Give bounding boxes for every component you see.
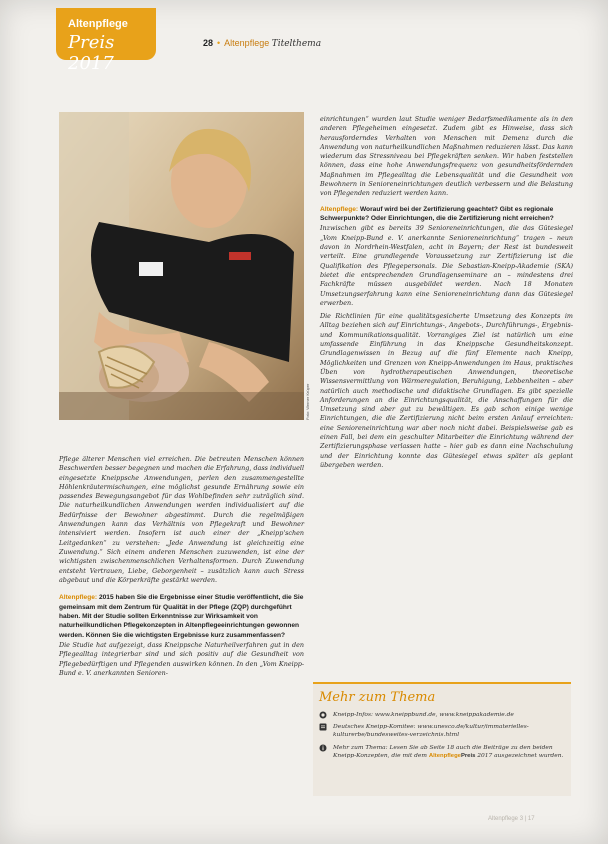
answer-paragraph: Die Studie hat aufgezeigt, dass Kneippsche Naturheilverfahren gut in den Pflegealltag integrierbar sind und sich positiv auf die Gesundheit von Pflegebedürftigen und Pflegenden auswirken können. In den „Vom Kneipp-Bund e. V. anerkannten Senioren- bbox=[59, 641, 304, 678]
document-icon bbox=[319, 723, 327, 731]
altenpflege-brand: Altenpflege bbox=[428, 752, 461, 759]
more-text: Mehr zum Thema: Lesen Sie ab Seite 18 auch die Beiträge zu den beiden Kneipp-Konzepten, die mit dem bbox=[333, 744, 553, 759]
left-column bbox=[59, 455, 304, 682]
question-tag: Altenpflege: bbox=[59, 594, 98, 602]
section-name: Titelthema bbox=[271, 39, 322, 49]
unesco-link[interactable]: Deutsches Kneipp-Komitee: www.unesco.de/kultur/immaterielles-kulturerbe/bundesweites-verzeichnis.html bbox=[333, 724, 529, 739]
photo-credit: Foto: Werner Krüper bbox=[305, 383, 310, 420]
badge-brand: Altenpflege bbox=[68, 18, 128, 30]
question-2015-study bbox=[59, 593, 304, 640]
altenpflege-preis-badge bbox=[56, 8, 156, 74]
certification-paragraph: Inzwischen gibt es bereits 39 Senioreneinrichtungen, die das Gütesiegel „Vom Kneipp-Bund e. V. anerkannte Senioreneinrichtung“ tragen – neun davon in Nordrhein-Westfalen, acht in Bayern; der Rest ist bundesweit verteilt. Eine grundlegende Voraussetzung zur Zertifizierung ist die Qualifikation des Pflegepersonals. Die Sebastian-Kneipp-Akademie (SKA) bietet die entsprechenden Grundlagenseminare an – mindestens drei Fachkräfte müssen ausgebildet werden. Nach 18 Monaten Umsetzungserfahrung kann eine Senioreneinrichtung dann das Gütesiegel erwerben. bbox=[320, 224, 573, 307]
more-text-end: 2017 ausgezeichnet wurden. bbox=[475, 752, 564, 759]
page-footer: Altenpflege 3 | 17 bbox=[488, 816, 535, 822]
question-text: 2015 haben Sie die Ergebnisse einer Studie veröffentlicht, die Sie gemeinsam mit dem Zentrum für Qualität in der Pflege (ZQP) durchgeführt haben. Mit der Studie sollten Erkenntnisse zur Wirksamkeit von naturheilkundlichen Pflegekonzepten in Altenpflegeeinrichtungen gewonnen werden. Können Sie die wichtigsten Ergebnisse kurz zusammenfassen? bbox=[59, 594, 304, 639]
question-certification bbox=[320, 205, 573, 224]
more-on-topic-box bbox=[313, 682, 571, 796]
kneipp-links[interactable]: Kneipp-Infos: www.kneippbund.de, www.kneippakademie.de bbox=[333, 712, 514, 718]
caregiver-photo bbox=[59, 112, 304, 420]
photo-illustration bbox=[59, 112, 304, 420]
question-tag: Altenpflege: bbox=[320, 205, 359, 213]
question-text: Worauf wird bei der Zertifizierung geachtet? Gibt es regionale Schwerpunkte? Oder Einrichtungen, die die Zertifizierung nicht erreichen? bbox=[320, 205, 554, 223]
page-header bbox=[203, 38, 321, 49]
page-number: 28 bbox=[203, 38, 214, 48]
box-item-more bbox=[319, 744, 565, 760]
intro-paragraph: Pflege älterer Menschen viel erreichen. Die betreuten Menschen können Beschwerden besser begegnen und machen die Erfahrung, dass individuell eingesetzte Kneippsche Anwendungen, perlen den zusammengestellte Höhlenkräutermischungen, eine möglichst gesunde Ernährung sowie ein passendes Bewegungsangebot für das Wohlbefinden sehr zuträglich sind. Die naturheilkundlichen Anwendungen werden individualisiert auf die Bedürfnisse der Bewohner abgestimmt. Durch die regelmäßigen Anwendungen kann das Verhältnis von Pflegekraft und Bewohner intensiviert werden. Insofern ist auch einer der „Kneipp'schen Leitgedanken“ zu verstehen: „Jede Anwendung ist gleichzeitig eine Zuwendung.“ Sich einem anderen Menschen zuzuwenden, ist eine der wichtigsten zwischenmenschlichen Verhaltensformen. Durch Zuwendung entsteht Vertrauen, Liebe, Geborgenheit – zusätzlich kann auch Stress abgebaut und die Körperkräfte gestärkt werden. bbox=[59, 455, 304, 584]
box-title: Mehr zum Thema bbox=[319, 690, 436, 705]
box-item-unesco bbox=[319, 723, 565, 739]
continuation-paragraph: einrichtungen“ wurden laut Studie weniger Bedarfsmedikamente als in den anderen Pflegeheimen eingesetzt. Zudem gibt es Hinweise, dass sich herausforderndes Verhalten von Menschen mit Demenz durch die Anwendung von naturheilkundlichen Maßnahmen reduzieren lässt. Das kann wiederum das Stressniveau bei Pflegekräften senken. Wir haben feststellen können, dass eine hohe Anwendungsfrequenz von gesundheitsfördernden Maßnahmen im Pflegealltag die Lebensqualität und die Gesundheit von Bewohnern in Senioreneinrichtungen deutlich verbessern und die Belastung von Pflegenden reduziert werden kann. bbox=[320, 115, 573, 198]
guidelines-paragraph: Die Richtlinien für eine qualitätsgesicherte Umsetzung des Konzepts im Alltag beziehen sich auf Einrichtungs-, Angebots-, Durchführungs-, Ergebnis- und Kommunikationsqualität. Vorrangiges Ziel ist natürlich um eine umfassende Einführung in das Kneippsche Gesundheitskonzept. Grundlagenwissen in Bezug auf die fünf Elemente nach Kneipp, Möglichkeiten und Grenzen von Kneipp-Anwendungen im Haus, praktisches Üben von hydrotherapeutischen Anwendungen, theoretische Wissensvermittlung von Wärmeregulation, Beruhigung, Lebbenheiten – aber natürlich auch methodische und didaktische Grundlagen. Es gibt spezielle Anforderungen an die Einrichtungsqualität, die Anschaffungen für die Umsetzung sind aber gut zu bewältigen. Es gab schon einige wenige Einrichtungen, die die Zertifizierung nicht beim ersten Anlauf erreichten: eine Senioreneinrichtung war aber noch nicht dabei. Beispielsweise gab es einen Fall, bei dem ein geschulter Mitarbeiter die Einrichtung während der Zertifizierungsphase verlassen hatte – hier gab es dann eine Nachschulung und der Einrichtung konnte das Gütesiegel etwas später als geplant übergeben werden. bbox=[320, 312, 573, 469]
box-item-links bbox=[319, 711, 565, 719]
right-column bbox=[320, 115, 573, 474]
badge-title: Preis 2017 bbox=[68, 32, 115, 74]
info-icon bbox=[319, 744, 327, 752]
magazine-name: Altenpflege bbox=[224, 38, 270, 48]
globe-icon bbox=[319, 711, 327, 719]
preis-brand: Preis bbox=[460, 752, 476, 759]
bullet-icon: • bbox=[217, 38, 221, 48]
